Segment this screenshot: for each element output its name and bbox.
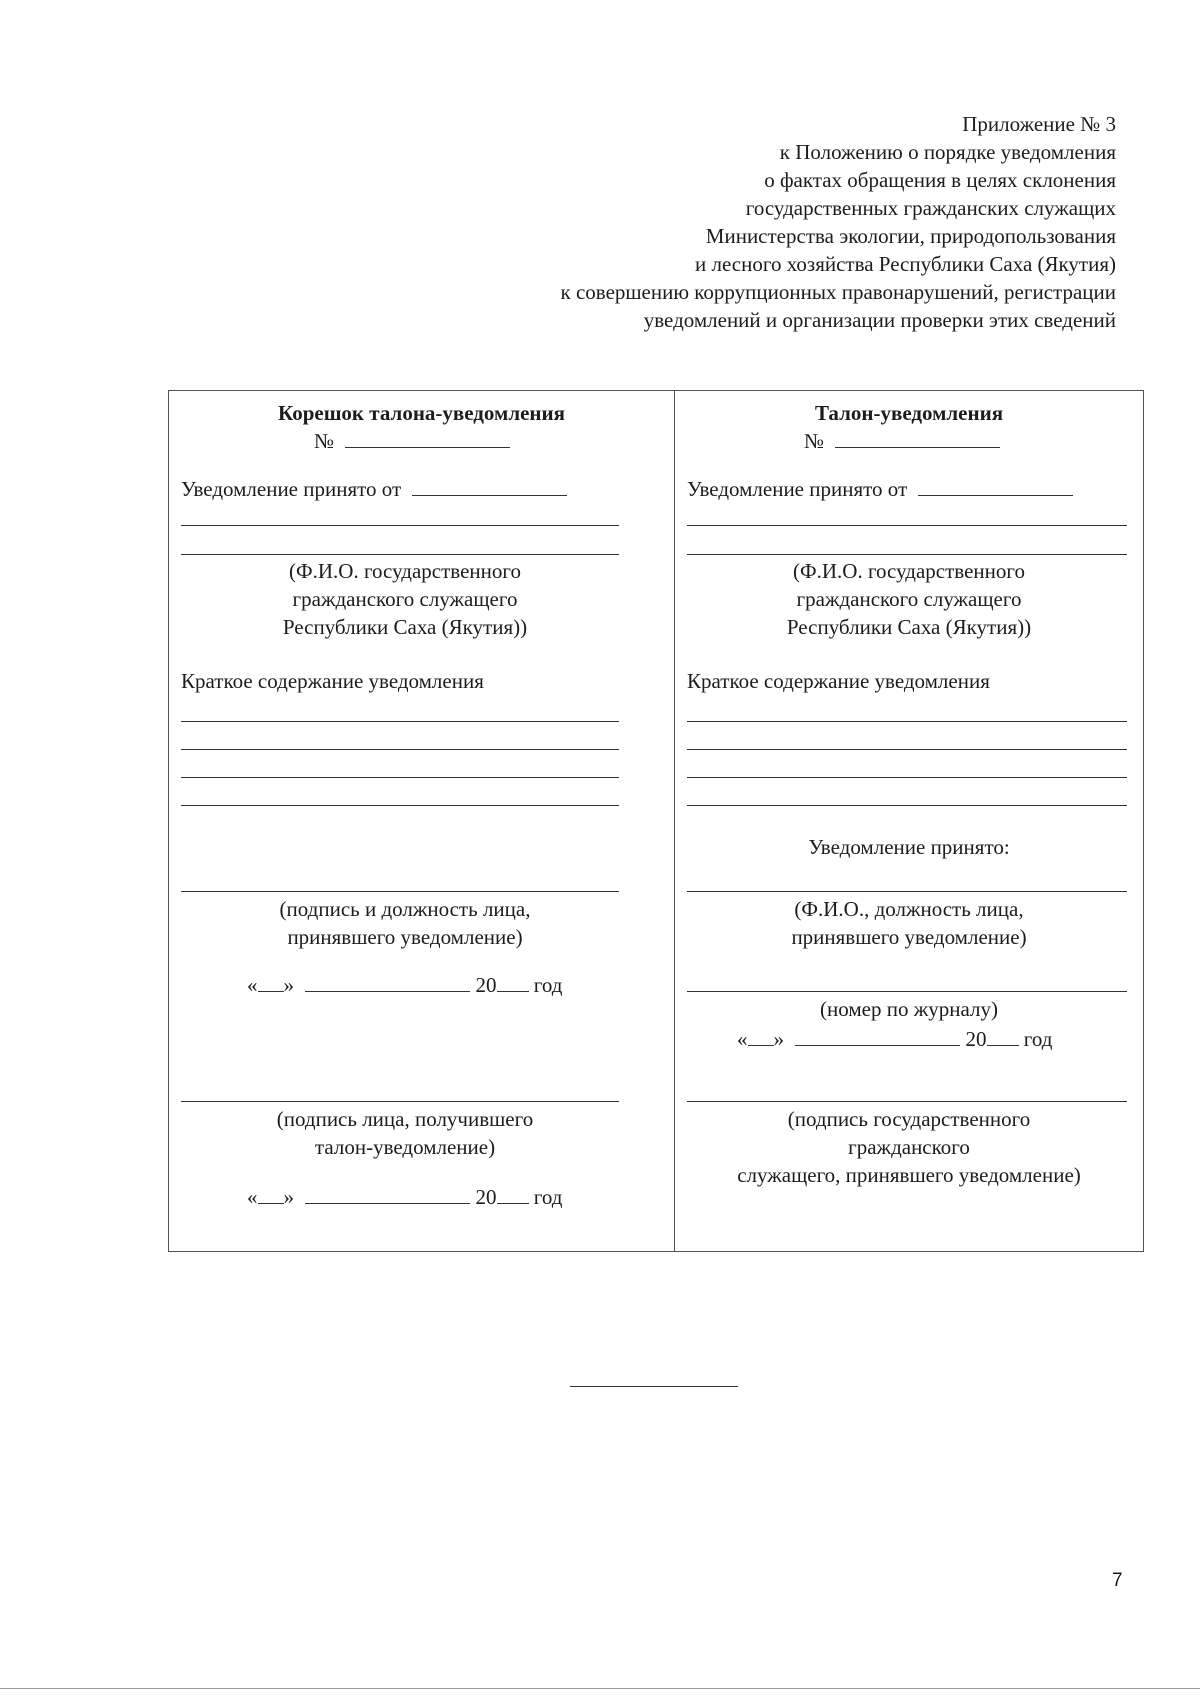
date-quote-open: « — [247, 973, 258, 997]
stub-summary-line[interactable] — [181, 805, 619, 806]
stub-fio-caption — [169, 557, 641, 641]
coupon-summary-line[interactable] — [687, 805, 1127, 806]
year-word: год — [1023, 1027, 1053, 1051]
stub-received-field[interactable] — [412, 477, 567, 496]
stub-fio-line[interactable] — [181, 554, 619, 555]
caption-line: служащего, принявшего уведомление) — [737, 1163, 1081, 1187]
caption-line: Республики Саха (Якутия)) — [786, 615, 1032, 639]
stub-summary-line[interactable] — [181, 721, 619, 722]
stub-fio-line[interactable] — [181, 525, 619, 526]
stub-date-2 — [247, 1185, 562, 1210]
year-word: год — [533, 1185, 563, 1209]
day-field[interactable] — [258, 1185, 284, 1204]
page-bottom-edge — [0, 1688, 1200, 1689]
appendix-line: к совершению коррупционных правонарушений, регистрации — [560, 280, 1116, 304]
appendix-title: Приложение № 3 — [962, 112, 1116, 136]
day-field[interactable] — [748, 1027, 774, 1046]
caption-line: (Ф.И.О., должность лица, — [794, 897, 1024, 921]
month-field[interactable] — [795, 1027, 960, 1046]
caption-line: (подпись государственного — [787, 1107, 1031, 1131]
stub-number-row — [314, 429, 510, 454]
stub-recipient-signature-line[interactable] — [181, 1101, 619, 1102]
year-prefix: 20 — [475, 1185, 497, 1209]
date-quote-close: » — [283, 973, 294, 997]
notification-form-table — [168, 390, 1144, 1252]
caption-line: Республики Саха (Якутия)) — [282, 615, 528, 639]
stub-recipient-caption — [169, 1105, 641, 1161]
appendix-line: государственных гражданских служащих — [745, 196, 1116, 220]
stub-number-field[interactable] — [345, 429, 510, 448]
coupon-accepted-caption — [675, 895, 1143, 951]
coupon-received-row — [687, 477, 1073, 502]
appendix-line: Министерства экологии, природопользования — [705, 224, 1116, 248]
coupon-summary-line[interactable] — [687, 777, 1127, 778]
stub-date-1 — [247, 973, 562, 998]
stub-received-label: Уведомление принято от — [181, 477, 402, 501]
stub-summary-line[interactable] — [181, 749, 619, 750]
coupon-fio-line[interactable] — [687, 525, 1127, 526]
date-quote-open: « — [737, 1027, 748, 1051]
appendix-line: к Положению о порядке уведомления — [779, 140, 1116, 164]
appendix-line: и лесного хозяйства Республики Саха (Якутия) — [694, 252, 1116, 276]
year-prefix: 20 — [475, 973, 497, 997]
month-field[interactable] — [305, 1185, 470, 1204]
coupon-received-label: Уведомление принято от — [687, 477, 908, 501]
day-field[interactable] — [258, 973, 284, 992]
stub-number-label: № — [314, 429, 335, 453]
coupon-journal-line[interactable] — [687, 991, 1127, 992]
page-number: 7 — [1112, 1570, 1123, 1591]
stub-received-row — [181, 477, 567, 502]
stub-column — [169, 391, 675, 1251]
coupon-accepted-label: Уведомление принято: — [808, 835, 1010, 859]
coupon-accepted-line[interactable] — [687, 891, 1127, 892]
year-field[interactable] — [497, 973, 529, 992]
caption-line: гражданского служащего — [292, 587, 518, 611]
date-quote-close: » — [283, 1185, 294, 1209]
coupon-fio-line[interactable] — [687, 554, 1127, 555]
coupon-summary-label: Краткое содержание уведомления — [687, 669, 990, 693]
coupon-number-row — [804, 429, 1000, 454]
caption-line: (подпись и должность лица, — [279, 897, 531, 921]
caption-line: (Ф.И.О. государственного — [289, 559, 521, 583]
coupon-number-field[interactable] — [835, 429, 1000, 448]
coupon-fio-caption — [675, 557, 1143, 641]
coupon-received-field[interactable] — [918, 477, 1073, 496]
stub-summary-label: Краткое содержание уведомления — [181, 669, 484, 693]
caption-line: (Ф.И.О. государственного — [793, 559, 1025, 583]
coupon-number-label: № — [804, 429, 825, 453]
coupon-signature-line[interactable] — [687, 1101, 1127, 1102]
coupon-title: Талон-уведомления — [814, 401, 1004, 425]
caption-line: (подпись лица, получившего — [276, 1107, 534, 1131]
coupon-journal-caption: (номер по журналу) — [820, 997, 998, 1021]
year-prefix: 20 — [965, 1027, 987, 1051]
coupon-summary-line[interactable] — [687, 749, 1127, 750]
year-word: год — [533, 973, 563, 997]
year-field[interactable] — [987, 1027, 1019, 1046]
coupon-date — [737, 1027, 1052, 1052]
caption-line: принявшего уведомление) — [791, 925, 1027, 949]
stub-signature-line[interactable] — [181, 891, 619, 892]
caption-line: гражданского служащего — [796, 587, 1022, 611]
caption-line: гражданского — [848, 1135, 970, 1159]
appendix-line: уведомлений и организации проверки этих сведений — [643, 308, 1116, 332]
year-field[interactable] — [497, 1185, 529, 1204]
coupon-summary-line[interactable] — [687, 721, 1127, 722]
date-quote-close: » — [773, 1027, 784, 1051]
caption-line: талон-уведомление) — [314, 1135, 496, 1159]
appendix-header — [396, 110, 1116, 334]
stub-signature-caption — [169, 895, 641, 951]
footer-separator — [570, 1386, 738, 1387]
coupon-signature-caption — [675, 1105, 1143, 1189]
appendix-line: о фактах обращения в целях склонения — [764, 168, 1116, 192]
stub-title: Корешок талона-уведомления — [278, 401, 565, 425]
stub-summary-line[interactable] — [181, 777, 619, 778]
date-quote-open: « — [247, 1185, 258, 1209]
coupon-column — [675, 391, 1143, 1251]
caption-line: принявшего уведомление) — [287, 925, 523, 949]
month-field[interactable] — [305, 973, 470, 992]
